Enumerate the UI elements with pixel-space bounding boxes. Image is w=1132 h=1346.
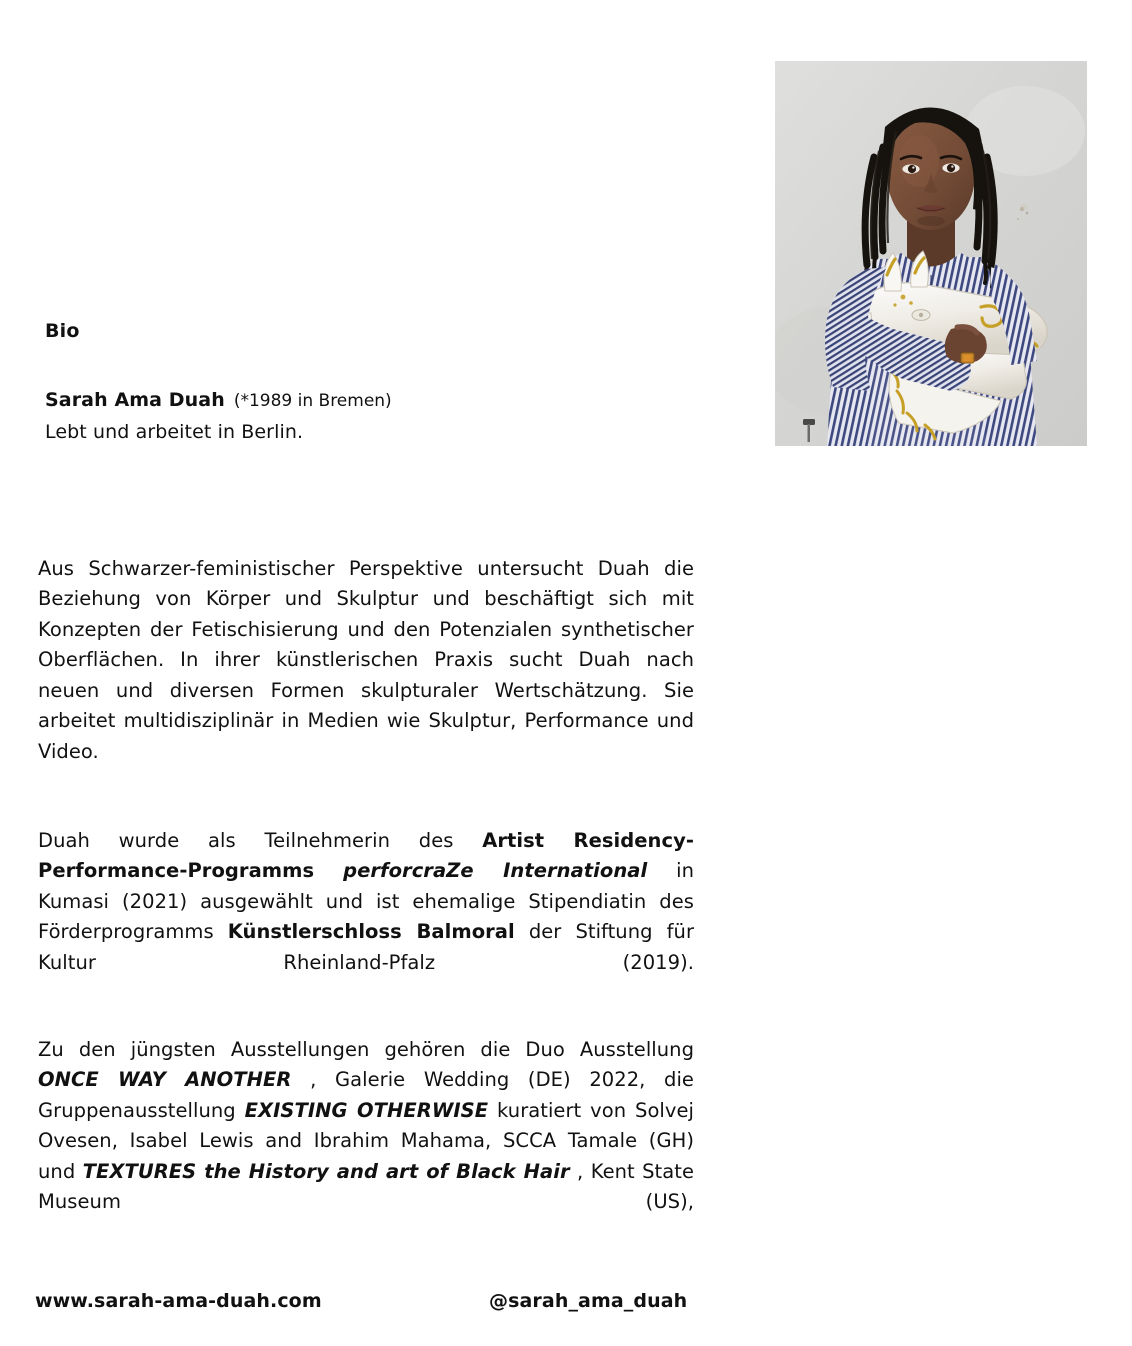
text-run: Aus Schwarzer-feministischer Perspektive untersucht Duah die Beziehung von Körper und Skulptur und beschäftigt sich mit Konzepten der Fetischisierung und den Potenzialen synthetischer Oberflächen. In ihrer künstlerischen Praxis sucht Duah nach neuen und diversen Formen skulpturaler Wertschätzung. Sie arbeitet multidisziplinär in Medien wie Skulptur, Performance und Video. — [38, 556, 694, 763]
text-run: , Galerie Wedding (DE) 2022, die Gruppenausstellung — [38, 1068, 694, 1122]
text-run: in Kumasi (2021) ausgewählt und ist ehemalige Stipendiatin des Förderprogramms — [38, 859, 694, 943]
social-handle-link[interactable]: @sarah_ama_duah — [489, 1290, 688, 1312]
artist-identity-block — [45, 385, 685, 448]
title-emphasis: TEXTURES the History and art of Black Hair — [82, 1159, 570, 1183]
bio-paragraph-practice — [38, 554, 694, 798]
emphasis-bold: Künstlerschloss Balmoral — [227, 920, 515, 943]
bio-paragraph-exhibitions — [38, 1035, 694, 1249]
artist-name: Sarah Ama Duah — [45, 389, 225, 411]
footer — [0, 1290, 1132, 1330]
artist-birth-info: (*1989 in Bremen) — [233, 391, 392, 411]
bio-paragraph-residencies — [38, 826, 694, 1009]
text-run: kuratiert von Solvej Ovesen, Isabel Lewis and Ibrahim Mahama, SCCA Tamale (GH) und — [38, 1098, 695, 1183]
title-emphasis: EXISTING OTHERWISE — [244, 1098, 489, 1122]
portrait-illustration — [775, 61, 1087, 446]
text-run: der Stiftung für Kultur Rheinland-Pfalz (2019). — [38, 920, 695, 974]
text-run — [314, 859, 343, 882]
text-run: , Kent State Museum (US), — [38, 1159, 694, 1213]
page-title: Bio — [45, 319, 80, 342]
text-run: Zu den jüngsten Ausstellungen gehören die Duo Ausstellung — [38, 1037, 694, 1061]
artist-portrait-photo — [775, 61, 1087, 446]
artist-residence: Lebt und arbeitet in Berlin. — [45, 421, 304, 443]
emphasis-bold: Artist Residency-Performance-Programms — [38, 828, 694, 882]
website-link[interactable]: www.sarah-ama-duah.com — [35, 1290, 322, 1312]
title-emphasis: ONCE WAY ANOTHER — [38, 1068, 292, 1091]
title-emphasis: perforcraZe International — [343, 859, 648, 882]
text-run: Duah wurde als Teilnehmerin des — [38, 828, 483, 852]
